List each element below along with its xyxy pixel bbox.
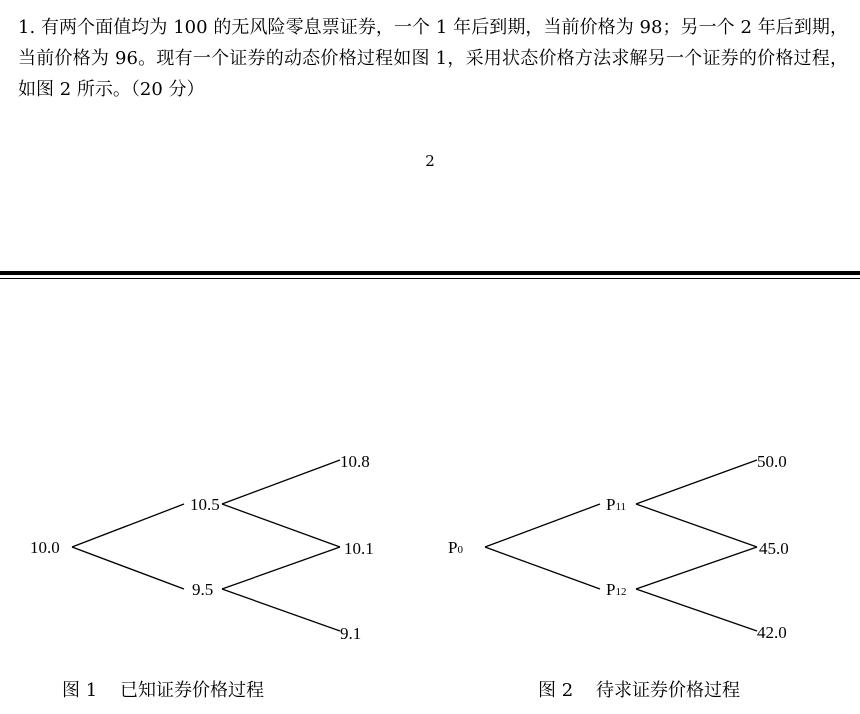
tree-diagrams [0,430,860,670]
question-text: 1. 有两个面值均为 100 的无风险零息票证券，一个 1 年后到期，当前价格为 98；另一个 2 年后到期，当前价格为 96。现有一个证券的动态价格过程如图 1，采用状态价格方法求解另一个证券的价格过程，如图 2 所示。（20 分） [18,17,848,100]
fig1-node-up: 10.5 [190,495,220,514]
fig1-node-ud: 10.1 [344,539,374,558]
fig2-edge-up-uu [636,460,757,504]
fig1-edge-root-up [72,504,184,547]
page-divider-thin [0,278,860,279]
fig1-edge-root-down [72,547,184,589]
fig1-edge-up-ud [222,504,340,547]
fig2-edge-root-up [485,504,600,547]
fig2-node-root: P0 [448,538,463,557]
fig2-edge-down-dd [636,589,757,631]
fig1-node-down: 9.5 [192,580,214,599]
figure2-caption: 图 2 待求证券价格过程 [538,680,741,701]
fig2-edge-up-ud [636,504,757,547]
fig2-node-down: P12 [606,580,627,599]
fig1-node-root: 10.0 [30,538,60,557]
fig2-node-uu: 50.0 [757,452,787,471]
fig1-edge-down-dd [222,589,340,631]
fig1-edge-down-ud [222,547,340,589]
fig1-edge-up-uu [222,460,340,504]
page-number: 2 [425,152,435,170]
figure1-caption: 图 1 已知证券价格过程 [62,680,265,701]
fig2-node-dd: 42.0 [757,623,787,642]
fig1-node-dd: 9.1 [340,624,362,643]
fig2-node-ud: 45.0 [759,539,789,558]
fig2-edge-down-ud [636,547,757,589]
figure2-tree [485,460,757,631]
page-divider [0,271,860,275]
fig2-edge-root-down [485,547,600,589]
fig1-node-uu: 10.8 [340,452,370,471]
fig2-node-up: P11 [606,495,627,514]
figure1-tree [72,460,340,631]
